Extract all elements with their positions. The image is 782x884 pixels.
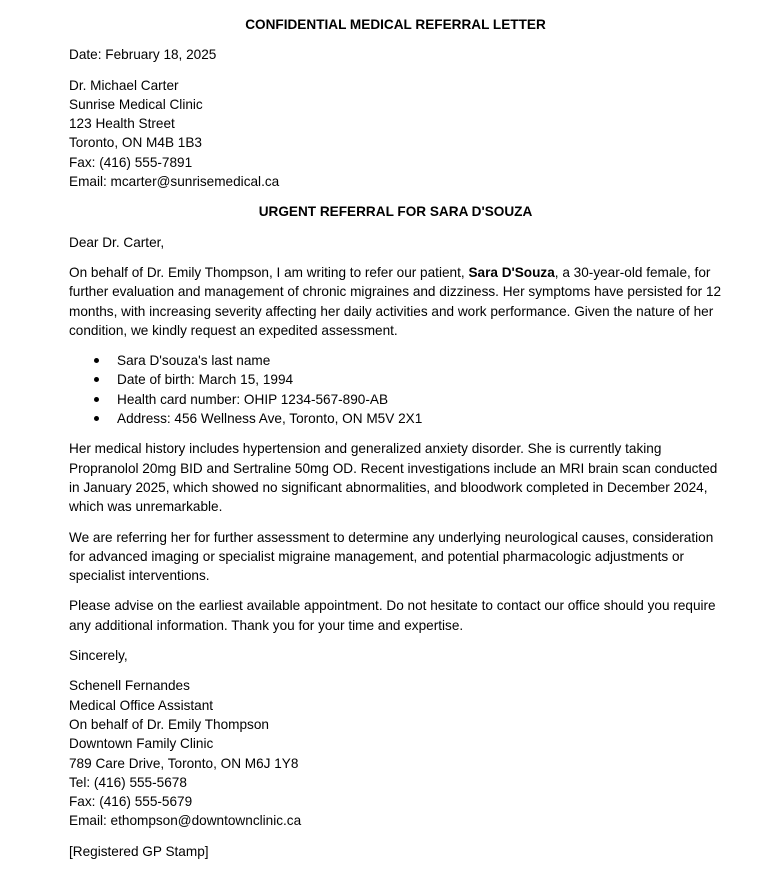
sender-tel: Tel: (416) 555-5678 xyxy=(69,774,187,790)
patient-details-list xyxy=(69,351,722,428)
recipient-clinic: Sunrise Medical Clinic xyxy=(69,96,203,112)
patient-name: Sara D'Souza xyxy=(468,264,555,280)
closing: Sincerely, xyxy=(69,648,128,664)
sender-clinic: Downtown Family Clinic xyxy=(69,736,214,752)
letter-subject: URGENT REFERRAL FOR SARA D'SOUZA xyxy=(258,204,533,220)
list-item: Sara D'souza's last name xyxy=(117,351,722,370)
intro-text-after: , a 30-year-old female, for further evaluation and management of chronic migraines and dizziness. Her symptoms have persisted for 12 months, with increasing severity affecting her daily activities and work performance. Given the nature of her condition, we kindly request an expedited assessment. xyxy=(69,264,722,338)
sender-email: Email: ethompson@downtownclinic.ca xyxy=(69,813,302,829)
sender-role: Medical Office Assistant xyxy=(69,697,214,713)
gp-stamp-placeholder: [Registered GP Stamp] xyxy=(69,843,209,859)
request-paragraph: Please advise on the earliest available appointment. Do not hesitate to contact our office should you require any additional information. Thank you for your time and expertise. xyxy=(69,598,716,633)
sender-on-behalf: On behalf of Dr. Emily Thompson xyxy=(69,716,269,732)
recipient-fax: Fax: (416) 555-7891 xyxy=(69,154,193,170)
purpose-paragraph: We are referring her for further assessment to determine any underlying neurological causes, consideration for advanced imaging or specialist migraine management, and potential pharmacologic adjustments or specialist interventions. xyxy=(69,529,714,584)
list-item: Address: 456 Wellness Ave, Toronto, ON M5V 2X1 xyxy=(117,409,722,428)
letter-date: Date: February 18, 2025 xyxy=(69,47,217,63)
sender-signature-block xyxy=(69,676,722,830)
history-paragraph: Her medical history includes hypertension and generalized anxiety disorder. She is currently taking Propranolol 20mg BID and Sertraline 50mg OD. Recent investigations include an MRI brain scan conducted in January 2025, which showed no significant abnormalities, and bloodwork completed in December 2024, which was unremarkable. xyxy=(69,441,718,515)
letter-title: CONFIDENTIAL MEDICAL REFERRAL LETTER xyxy=(245,17,546,32)
recipient-street: 123 Health Street xyxy=(69,116,175,132)
recipient-email: Email: mcarter@sunrisemedical.ca xyxy=(69,174,280,190)
recipient-city: Toronto, ON M4B 1B3 xyxy=(69,135,202,151)
sender-address: 789 Care Drive, Toronto, ON M6J 1Y8 xyxy=(69,755,299,771)
list-item: Health card number: OHIP 1234-567-890-AB xyxy=(117,390,722,409)
recipient-address-block xyxy=(69,76,722,192)
sender-fax: Fax: (416) 555-5679 xyxy=(69,794,193,810)
list-item: Date of birth: March 15, 1994 xyxy=(117,370,722,389)
salutation: Dear Dr. Carter, xyxy=(69,234,165,250)
sender-name: Schenell Fernandes xyxy=(69,678,190,694)
intro-text-before: On behalf of Dr. Emily Thompson, I am writing to refer our patient, xyxy=(69,264,469,280)
intro-paragraph xyxy=(69,263,722,340)
recipient-name: Dr. Michael Carter xyxy=(69,77,179,93)
